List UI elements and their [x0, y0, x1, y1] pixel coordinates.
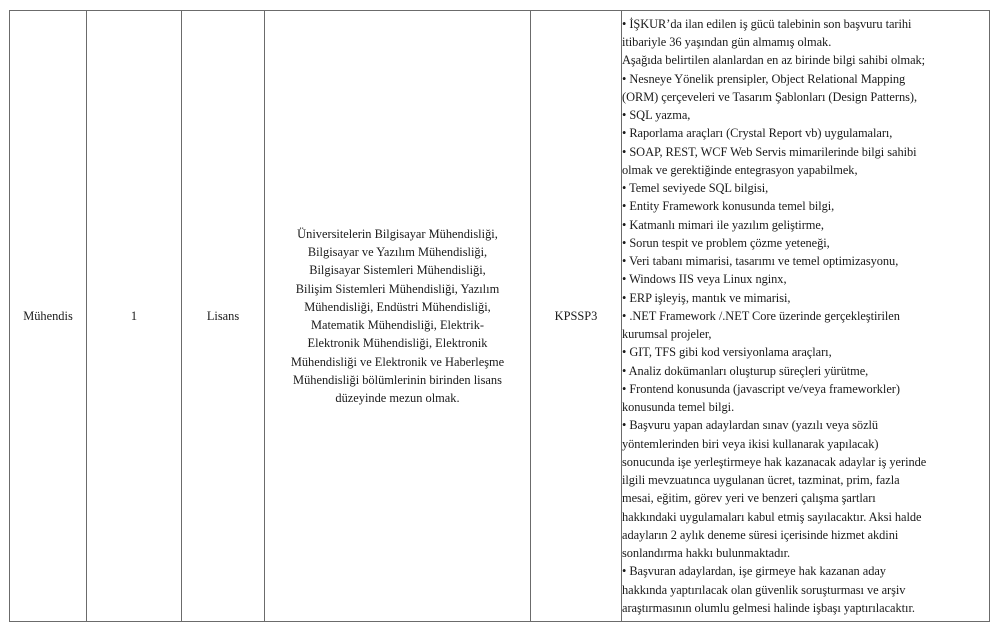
qualification-line: itibariyle 36 yaşından gün almamış olmak.: [622, 35, 832, 50]
qualifications-cell: [622, 11, 990, 622]
qualification-line: kurumsal projeler,: [622, 327, 712, 342]
count-cell: [87, 11, 182, 622]
qualification-line: ilgili mevzuatınca uygulanan ücret, tazminat, prim, fazla: [622, 473, 900, 488]
position-title: Mühendis: [23, 308, 73, 323]
qualification-line: hakkındaki uygulamaları kabul etmiş sayılacaktır. Aksi halde: [622, 509, 922, 524]
qualification-line: • Windows IIS veya Linux nginx,: [622, 272, 787, 287]
qualification-line: konusunda temel bilgi.: [622, 400, 735, 415]
department-requirement-line: Üniversitelerin Bilgisayar Mühendisliği,: [297, 226, 498, 241]
department-requirement-line: Mühendisliği bölümlerinin birinden lisans: [293, 372, 502, 387]
qualification-line: • Entity Framework konusunda temel bilgi,: [622, 199, 835, 214]
qualification-line: • Raporlama araçları (Crystal Report vb) uygulamaları,: [622, 126, 893, 141]
qualification-line: mesai, eğitim, görev yeri ve benzeri çalışma şartları: [622, 491, 876, 506]
position-count: 1: [130, 308, 138, 323]
department-requirement-line: Mühendisliği ve Elektronik ve Haberleşme: [290, 354, 505, 369]
department-requirement-line: Bilgisayar Sistemleri Mühendisliği,: [309, 263, 486, 278]
qualification-line: sonucunda işe yerleştirmeye hak kazanacak adaylar iş yerinde: [622, 454, 927, 469]
qualification-line: sonlandırma hakkı bulunmaktadır.: [622, 546, 791, 561]
education-level-cell: [182, 11, 265, 622]
table-row: [10, 11, 990, 622]
qualification-line: olmak ve gerektiğinde entegrasyon yapabilmek,: [622, 162, 858, 177]
job-listing-table: [9, 10, 990, 622]
qualification-line: • SOAP, REST, WCF Web Servis mimarilerinde bilgi sahibi: [622, 144, 917, 159]
qualification-line: • ERP işleyiş, mantık ve mimarisi,: [622, 290, 791, 305]
education-level: Lisans: [206, 308, 240, 323]
position-cell: [10, 11, 87, 622]
qualification-line: • Sorun tespit ve problem çözme yeteneği,: [622, 235, 830, 250]
department-requirement-cell: [265, 11, 531, 622]
qualification-line: • Nesneye Yönelik prensipler, Object Relational Mapping: [622, 71, 906, 86]
qualification-line: • Frontend konusunda (javascript ve/veya frameworkler): [622, 381, 900, 396]
qualification-line: • İŞKUR’da ilan edilen iş gücü talebinin son başvuru tarihi: [622, 16, 912, 31]
exam-type: KPSSP3: [554, 308, 598, 323]
department-requirement-line: Bilgisayar ve Yazılım Mühendisliği,: [307, 245, 488, 259]
qualification-line: • GIT, TFS gibi kod versiyonlama araçları,: [622, 345, 832, 360]
qualification-line: hakkında yaptırılacak olan güvenlik soruşturması ve arşiv: [622, 582, 906, 597]
qualification-line: • Analiz dokümanları oluşturup süreçleri yürütme,: [622, 363, 869, 378]
department-requirement-line: Elektronik Mühendisliği, Elektronik: [307, 336, 488, 351]
qualification-line: Aşağıda belirtilen alanlardan en az birinde bilgi sahibi olmak;: [622, 53, 926, 68]
department-requirement-line: düzeyinde mezun olmak.: [335, 391, 460, 405]
qualification-line: • Başvuran adaylardan, işe girmeye hak kazanan aday: [622, 564, 886, 579]
qualification-line: • .NET Framework /.NET Core üzerinde gerçekleştirilen: [622, 308, 900, 323]
qualification-line: • Temel seviyede SQL bilgisi,: [622, 181, 769, 196]
qualification-line: • Veri tabanı mimarisi, tasarımı ve temel optimizasyonu,: [622, 254, 899, 269]
qualification-line: yöntemlerinden biri veya ikisi kullanarak yapılacak): [622, 436, 879, 451]
qualification-line: • Başvuru yapan adaylardan sınav (yazılı veya sözlü: [622, 418, 879, 433]
exam-type-cell: [531, 11, 622, 622]
department-requirement-line: Mühendisliği, Endüstri Mühendisliği,: [304, 299, 491, 314]
qualification-line: adayların 2 aylık deneme süresi içerisinde hizmet akdini: [622, 527, 899, 542]
qualification-line: • Katmanlı mimari ile yazılım geliştirme,: [622, 217, 824, 232]
department-requirement-line: Matematik Mühendisliği, Elektrik-: [310, 318, 485, 332]
qualification-line: (ORM) çerçeveleri ve Tasarım Şablonları (Design Patterns),: [622, 89, 918, 104]
department-requirement-line: Bilişim Sistemleri Mühendisliği, Yazılım: [295, 281, 500, 296]
qualification-line: • SQL yazma,: [622, 108, 691, 123]
qualification-line: araştırmasının olumlu gelmesi halinde işbaşı yaptırılacaktır.: [622, 600, 915, 615]
